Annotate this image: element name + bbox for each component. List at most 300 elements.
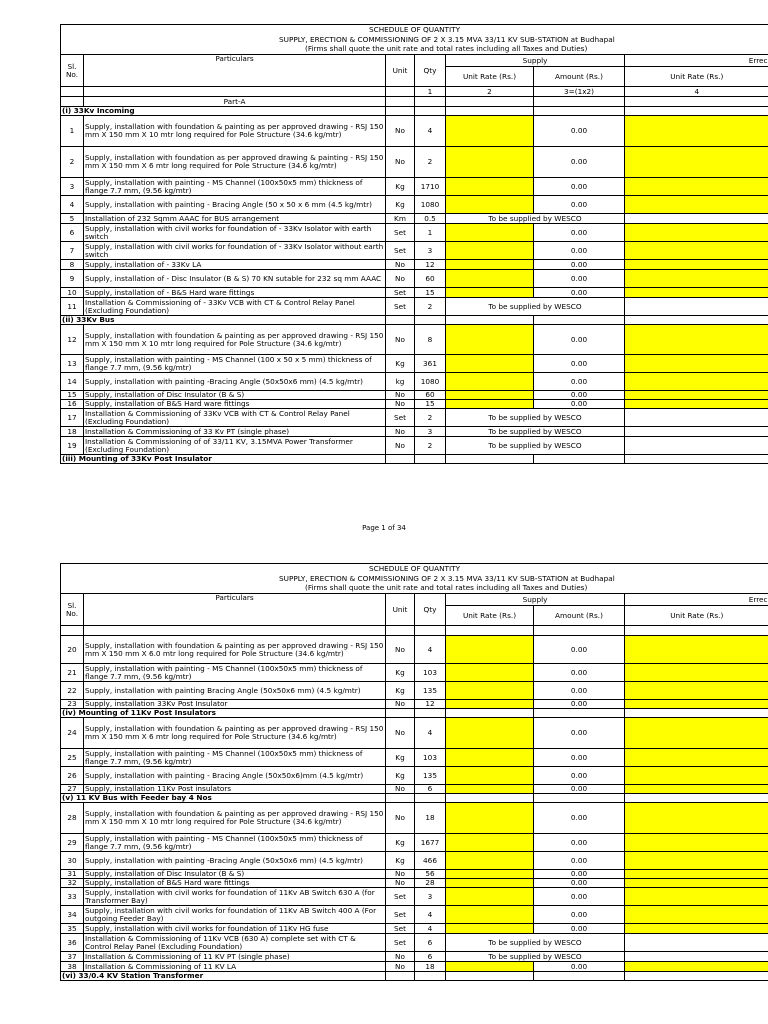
erection-rate-input[interactable] [625, 270, 768, 288]
table-row [61, 196, 768, 214]
supply-amount: 0.00 [534, 178, 625, 196]
unit: Kg [386, 355, 415, 373]
sl-no: 1 [61, 116, 84, 147]
particulars: Supply, installation of - B&S Hard ware fittings [84, 288, 386, 298]
sl-no: 14 [61, 373, 84, 391]
supply-rate-input[interactable] [446, 242, 534, 260]
supply-rate-input[interactable] [446, 749, 534, 767]
table-row [61, 409, 768, 427]
supply-rate-input[interactable] [446, 196, 534, 214]
particulars: Supply, installation with foundation & painting as per approved drawing - RSJ 150 mm X 150 mm X 10 mtr long required for Pole Structure (34.6 kg/mtr) [84, 116, 386, 147]
particulars: Supply, installation 11Kv Post insulators [84, 785, 386, 794]
supply-rate-input[interactable] [446, 224, 534, 242]
qty: 18 [415, 962, 446, 972]
wesco-note: To be supplied by WESCO [446, 437, 625, 455]
wesco-note: To be supplied by WESCO [446, 298, 625, 316]
sl-no: 22 [61, 682, 84, 700]
particulars: Supply, installation with civil works for foundation of 11Kv AB Switch 400 A (For outgoing Feeder Bay) [84, 906, 386, 924]
sl-no: 38 [61, 962, 84, 972]
particulars: Supply, installation with civil works for foundation of 11Kv AB Switch 630 A (for Transformer Bay) [84, 888, 386, 906]
particulars: Supply, installation of Disc Insulator (B & S) [84, 391, 386, 400]
col-index: 3=(1x2) [534, 87, 625, 97]
particulars: Supply, installation of - Disc Insulator (B & S) 70 KN sutable for 232 sq mm AAAC [84, 270, 386, 288]
unit: Kg [386, 834, 415, 852]
table-row [61, 260, 768, 270]
unit: No [386, 260, 415, 270]
sl-no: 29 [61, 834, 84, 852]
table-row [61, 636, 768, 664]
table-row [61, 682, 768, 700]
sheet-page-2 [60, 563, 768, 981]
section-title: (i) 33Kv Incoming [61, 107, 386, 116]
supply-amount: 0.00 [534, 636, 625, 664]
supply-rate-input[interactable] [446, 767, 534, 785]
unit: No [386, 803, 415, 834]
qty: 3 [415, 427, 446, 437]
erection-rate-input[interactable] [625, 224, 768, 242]
col-particulars: Particulars [84, 594, 386, 626]
table-row [61, 962, 768, 972]
sl-no: 37 [61, 952, 84, 962]
supply-amount: 0.00 [534, 785, 625, 794]
unit: No [386, 636, 415, 664]
unit: Kg [386, 664, 415, 682]
col-index: 2 [446, 87, 534, 97]
table-row [61, 870, 768, 879]
particulars: Supply, installation with civil works for foundation of - 33Kv Isolator without earth switch [84, 242, 386, 260]
table-row [61, 700, 768, 709]
col-supply: Supply [446, 55, 625, 67]
qty: 1080 [415, 373, 446, 391]
supply-rate-input[interactable] [446, 718, 534, 749]
erection-rate-input[interactable] [625, 870, 768, 879]
qty: 18 [415, 803, 446, 834]
section-header [61, 316, 768, 325]
erection-rate-input[interactable] [625, 888, 768, 906]
supply-rate-input[interactable] [446, 906, 534, 924]
qty: 0.5 [415, 214, 446, 224]
unit: Set [386, 288, 415, 298]
sl-no: 4 [61, 196, 84, 214]
supply-amount: 0.00 [534, 325, 625, 355]
unit: Set [386, 224, 415, 242]
supply-amount: 0.00 [534, 803, 625, 834]
sl-no: 3 [61, 178, 84, 196]
sl-no: 8 [61, 260, 84, 270]
qty: 15 [415, 288, 446, 298]
erection-rate-cell [625, 298, 768, 316]
unit: No [386, 700, 415, 709]
col-supply-unit-rate: Unit Rate (Rs.) [446, 606, 534, 626]
particulars: Supply, installation with painting - MS Channel (100x50x5 mm) thickness of flange 7.7 mm, (9.56 kg/mtr) [84, 178, 386, 196]
erection-rate-input[interactable] [625, 767, 768, 785]
qty: 4 [415, 924, 446, 934]
qty: 28 [415, 879, 446, 888]
qty: 1710 [415, 178, 446, 196]
col-erection: Errec [625, 55, 768, 67]
section-title: (v) 11 KV Bus with Feeder bay 4 Nos [61, 794, 386, 803]
supply-rate-input[interactable] [446, 270, 534, 288]
section-title: (vi) 33/0.4 KV Station Transformer [61, 972, 386, 981]
sl-no: 11 [61, 298, 84, 316]
supply-rate-input[interactable] [446, 682, 534, 700]
col-erection-unit-rate: Unit Rate (Rs.) [625, 67, 768, 87]
schedule-subtitle: SUPPLY, ERECTION & COMMISSIONING OF 2 X 3.15 MVA 33/11 KV SUB-STATION at Budhapal [61, 574, 768, 584]
col-erection: Errec [625, 594, 768, 606]
erection-rate-input[interactable] [625, 636, 768, 664]
erection-rate-input[interactable] [625, 400, 768, 409]
unit: Kg [386, 196, 415, 214]
qty: 103 [415, 749, 446, 767]
erection-rate-input[interactable] [625, 178, 768, 196]
unit: No [386, 962, 415, 972]
table-row [61, 664, 768, 682]
sl-no: 20 [61, 636, 84, 664]
table-row [61, 803, 768, 834]
supply-rate-input[interactable] [446, 116, 534, 147]
supply-rate-input[interactable] [446, 852, 534, 870]
table-row [61, 906, 768, 924]
particulars: Installation of 232 Sqmm AAAC for BUS arrangement [84, 214, 386, 224]
particulars: Supply, installation with foundation & painting as per approved drawing - RSJ 150 mm X 150 mm X 10 mtr long required for Pole Structure (34.6 kg/mtr) [84, 803, 386, 834]
supply-rate-input[interactable] [446, 288, 534, 298]
qty: 6 [415, 785, 446, 794]
supply-amount: 0.00 [534, 879, 625, 888]
particulars: Supply, installation with painting Bracing Angle (50x50x6 mm) (4.5 kg/mtr) [84, 682, 386, 700]
section-title: (iii) Mounting of 33Kv Post Insulator [61, 455, 386, 464]
sl-no: 23 [61, 700, 84, 709]
erection-rate-input[interactable] [625, 749, 768, 767]
sl-no: 26 [61, 767, 84, 785]
particulars: Supply, installation with painting - MS Channel (100x50x5 mm) thickness of flange 7.7 mm, (9.56 kg/mtr) [84, 749, 386, 767]
erection-rate-input[interactable] [625, 260, 768, 270]
table-row [61, 834, 768, 852]
page-footer: Page 1 of 34 [362, 524, 406, 532]
supply-amount: 0.00 [534, 682, 625, 700]
table-row [61, 355, 768, 373]
particulars: Supply, installation with foundation & painting as per approved drawing - RSJ 150 mm X 150 mm X 6.0 mtr long required for Pole Structure (34.6 kg/mtr) [84, 636, 386, 664]
supply-amount: 0.00 [534, 355, 625, 373]
supply-amount: 0.00 [534, 196, 625, 214]
boq-table-page-1 [60, 24, 768, 464]
qty: 1 [415, 224, 446, 242]
unit: Set [386, 298, 415, 316]
table-row [61, 288, 768, 298]
particulars: Installation & Commissioning of 11 KV LA [84, 962, 386, 972]
qty: 4 [415, 116, 446, 147]
table-row [61, 852, 768, 870]
unit: No [386, 116, 415, 147]
supply-rate-input[interactable] [446, 178, 534, 196]
page2-rows [61, 636, 768, 981]
sl-no: 15 [61, 391, 84, 400]
erection-rate-input[interactable] [625, 325, 768, 355]
qty: 4 [415, 636, 446, 664]
supply-rate-input[interactable] [446, 924, 534, 934]
sl-no: 34 [61, 906, 84, 924]
sl-no: 36 [61, 934, 84, 952]
sl-no: 21 [61, 664, 84, 682]
qty: 103 [415, 664, 446, 682]
particulars: Supply, installation 33Kv Post Insulator [84, 700, 386, 709]
sl-no: 28 [61, 803, 84, 834]
qty: 56 [415, 870, 446, 879]
supply-rate-input[interactable] [446, 870, 534, 879]
col-sl: Sl. No. [61, 594, 84, 626]
erection-rate-cell [625, 427, 768, 437]
section-header [61, 455, 768, 464]
supply-rate-input[interactable] [446, 325, 534, 355]
qty: 2 [415, 298, 446, 316]
col-unit: Unit [386, 55, 415, 87]
unit: No [386, 147, 415, 178]
qty: 60 [415, 270, 446, 288]
unit: No [386, 870, 415, 879]
erection-rate-input[interactable] [625, 785, 768, 794]
unit: No [386, 437, 415, 455]
supply-amount: 0.00 [534, 852, 625, 870]
supply-rate-input[interactable] [446, 373, 534, 391]
sl-no: 2 [61, 147, 84, 178]
particulars: Supply, installation with painting - MS Channel (100x50x5 mm) thickness of flange 7.7 mm, (9.56 kg/mtr) [84, 664, 386, 682]
qty: 15 [415, 400, 446, 409]
erection-rate-input[interactable] [625, 196, 768, 214]
qty: 3 [415, 888, 446, 906]
supply-rate-input[interactable] [446, 700, 534, 709]
erection-rate-input[interactable] [625, 852, 768, 870]
page1-header [61, 25, 768, 107]
section-header [61, 794, 768, 803]
section-header [61, 709, 768, 718]
particulars: Supply, installation with foundation & painting as per approved drawing - RSJ 150 mm X 150 mm X 6 mtr long required for Pole Structure (34.6 kg/mtr) [84, 718, 386, 749]
table-row [61, 224, 768, 242]
supply-amount: 0.00 [534, 288, 625, 298]
sl-no: 6 [61, 224, 84, 242]
col-supply-unit-rate: Unit Rate (Rs.) [446, 67, 534, 87]
erection-rate-input[interactable] [625, 879, 768, 888]
supply-rate-input[interactable] [446, 400, 534, 409]
table-row [61, 924, 768, 934]
sl-no: 10 [61, 288, 84, 298]
qty: 3 [415, 242, 446, 260]
supply-rate-input[interactable] [446, 664, 534, 682]
supply-amount: 0.00 [534, 664, 625, 682]
supply-rate-input[interactable] [446, 636, 534, 664]
table-row [61, 400, 768, 409]
particulars: Supply, installation with painting - Bracing Angle (50 x 50 x 6 mm (4.5 kg/mtr) [84, 196, 386, 214]
table-row [61, 879, 768, 888]
erection-rate-input[interactable] [625, 664, 768, 682]
erection-rate-input[interactable] [625, 803, 768, 834]
particulars: Installation & Commissioning of 11 KV PT (single phase) [84, 952, 386, 962]
particulars: Supply, installation with painting - Bracing Angle (50x50x6)mm (4.5 kg/mtr) [84, 767, 386, 785]
particulars: Supply, installation of - 33Kv LA [84, 260, 386, 270]
schedule-note: (Firms shall quote the unit rate and total rates including all Taxes and Duties) [61, 45, 768, 55]
page1-rows [61, 107, 768, 464]
sl-no: 25 [61, 749, 84, 767]
particulars: Installation & Commissioning of 33Kv VCB with CT & Control Relay Panel (Excluding Foundation) [84, 409, 386, 427]
wesco-note: To be supplied by WESCO [446, 214, 625, 224]
supply-amount: 0.00 [534, 400, 625, 409]
table-row [61, 116, 768, 147]
supply-rate-input[interactable] [446, 355, 534, 373]
particulars: Installation & Commissioning of 11Kv VCB (630 A) complete set with CT & Control Relay Panel (Excluding Foundation) [84, 934, 386, 952]
sl-no: 32 [61, 879, 84, 888]
table-row [61, 214, 768, 224]
qty: 2 [415, 409, 446, 427]
supply-rate-input[interactable] [446, 879, 534, 888]
unit: Set [386, 242, 415, 260]
schedule-title: SCHEDULE OF QUANTITY [61, 564, 768, 574]
erection-rate-input[interactable] [625, 373, 768, 391]
particulars: Supply, installation with painting - MS Channel (100 x 50 x 5 mm) thickness of flange 7.7 mm, (9.56 kg/mtr) [84, 355, 386, 373]
table-row [61, 785, 768, 794]
erection-rate-input[interactable] [625, 962, 768, 972]
unit: Set [386, 934, 415, 952]
particulars: Installation & Commissioning of - 33Kv VCB with CT & Control Relay Panel (Excluding Foundation) [84, 298, 386, 316]
supply-amount: 0.00 [534, 718, 625, 749]
unit: Set [386, 924, 415, 934]
table-row [61, 437, 768, 455]
schedule-title: SCHEDULE OF QUANTITY [61, 25, 768, 35]
unit: Kg [386, 178, 415, 196]
supply-amount: 0.00 [534, 242, 625, 260]
supply-amount: 0.00 [534, 116, 625, 147]
unit: Kg [386, 767, 415, 785]
particulars: Supply, installation of B&S Hard ware fittings [84, 400, 386, 409]
erection-rate-input[interactable] [625, 288, 768, 298]
supply-rate-input[interactable] [446, 962, 534, 972]
table-row [61, 325, 768, 355]
unit: No [386, 325, 415, 355]
erection-rate-input[interactable] [625, 682, 768, 700]
page2-header [61, 564, 768, 636]
particulars: Supply, installation with painting - MS Channel (100x50x5 mm) thickness of flange 7.7 mm, (9.56 kg/mtr) [84, 834, 386, 852]
table-row [61, 391, 768, 400]
table-row [61, 178, 768, 196]
unit: No [386, 718, 415, 749]
qty: 135 [415, 682, 446, 700]
sl-no: 31 [61, 870, 84, 879]
section-header [61, 972, 768, 981]
sl-no: 33 [61, 888, 84, 906]
supply-rate-input[interactable] [446, 834, 534, 852]
particulars: Installation & Commissioning of of 33/11 KV, 3.15MVA Power Transformer (Excluding Foundation) [84, 437, 386, 455]
supply-amount: 0.00 [534, 749, 625, 767]
qty: 12 [415, 700, 446, 709]
qty: 8 [415, 325, 446, 355]
particulars: Supply, installation with painting -Bracing Angle (50x50x6 mm) (4.5 kg/mtr) [84, 852, 386, 870]
qty: 12 [415, 260, 446, 270]
erection-rate-input[interactable] [625, 391, 768, 400]
table-row [61, 888, 768, 906]
erection-rate-input[interactable] [625, 906, 768, 924]
qty: 135 [415, 767, 446, 785]
supply-amount: 0.00 [534, 870, 625, 879]
col-supply-amount: Amount (Rs.) [534, 606, 625, 626]
supply-rate-input[interactable] [446, 147, 534, 178]
supply-rate-input[interactable] [446, 803, 534, 834]
unit: Set [386, 906, 415, 924]
qty: 4 [415, 906, 446, 924]
section-title: (iv) Mounting of 11Kv Post Insulators [61, 709, 386, 718]
particulars: Supply, installation of Disc Insulator (B & S) [84, 870, 386, 879]
unit: No [386, 785, 415, 794]
qty: 2 [415, 437, 446, 455]
supply-rate-input[interactable] [446, 260, 534, 270]
supply-amount: 0.00 [534, 260, 625, 270]
qty: 2 [415, 147, 446, 178]
table-row [61, 147, 768, 178]
particulars: Supply, installation with civil works for foundation of - 33Kv Isolator with earth switch [84, 224, 386, 242]
erection-rate-input[interactable] [625, 700, 768, 709]
supply-rate-input[interactable] [446, 785, 534, 794]
erection-rate-input[interactable] [625, 242, 768, 260]
table-row [61, 952, 768, 962]
erection-rate-input[interactable] [625, 834, 768, 852]
sl-no: 7 [61, 242, 84, 260]
supply-rate-input[interactable] [446, 888, 534, 906]
supply-amount: 0.00 [534, 924, 625, 934]
sl-no: 9 [61, 270, 84, 288]
unit: Kg [386, 682, 415, 700]
table-row [61, 934, 768, 952]
qty: 466 [415, 852, 446, 870]
wesco-note: To be supplied by WESCO [446, 427, 625, 437]
qty: 1080 [415, 196, 446, 214]
sl-no: 17 [61, 409, 84, 427]
supply-rate-input[interactable] [446, 391, 534, 400]
qty: 6 [415, 934, 446, 952]
col-unit: Unit [386, 594, 415, 626]
schedule-note: (Firms shall quote the unit rate and total rates including all Taxes and Duties) [61, 584, 768, 594]
unit: kg [386, 373, 415, 391]
erection-rate-input[interactable] [625, 718, 768, 749]
col-index: 4 [625, 87, 768, 97]
erection-rate-input[interactable] [625, 355, 768, 373]
erection-rate-cell [625, 409, 768, 427]
table-row [61, 373, 768, 391]
particulars: Supply, installation with foundation as per approved drawing & painting - RSJ 150 mm X 150 mm X 6 mtr long required for Pole Structure (34.6 kg/mtr) [84, 147, 386, 178]
erection-rate-input[interactable] [625, 116, 768, 147]
erection-rate-input[interactable] [625, 924, 768, 934]
sl-no: 12 [61, 325, 84, 355]
sl-no: 27 [61, 785, 84, 794]
supply-amount: 0.00 [534, 888, 625, 906]
supply-amount: 0.00 [534, 373, 625, 391]
sl-no: 18 [61, 427, 84, 437]
qty: 1677 [415, 834, 446, 852]
particulars: Installation & Commissioning of 33 Kv PT (single phase) [84, 427, 386, 437]
erection-rate-input[interactable] [625, 147, 768, 178]
table-row [61, 718, 768, 749]
unit: Set [386, 409, 415, 427]
sl-no: 13 [61, 355, 84, 373]
unit: Set [386, 888, 415, 906]
sheet-page-1 [60, 24, 768, 464]
col-qty: Qty [415, 594, 446, 626]
supply-amount: 0.00 [534, 962, 625, 972]
unit: Kg [386, 852, 415, 870]
col-sl: Sl. No. [61, 55, 84, 87]
unit: No [386, 400, 415, 409]
sl-no: 35 [61, 924, 84, 934]
unit: No [386, 879, 415, 888]
section-title: (ii) 33Kv Bus [61, 316, 386, 325]
col-supply-amount: Amount (Rs.) [534, 67, 625, 87]
table-row [61, 242, 768, 260]
unit: No [386, 952, 415, 962]
